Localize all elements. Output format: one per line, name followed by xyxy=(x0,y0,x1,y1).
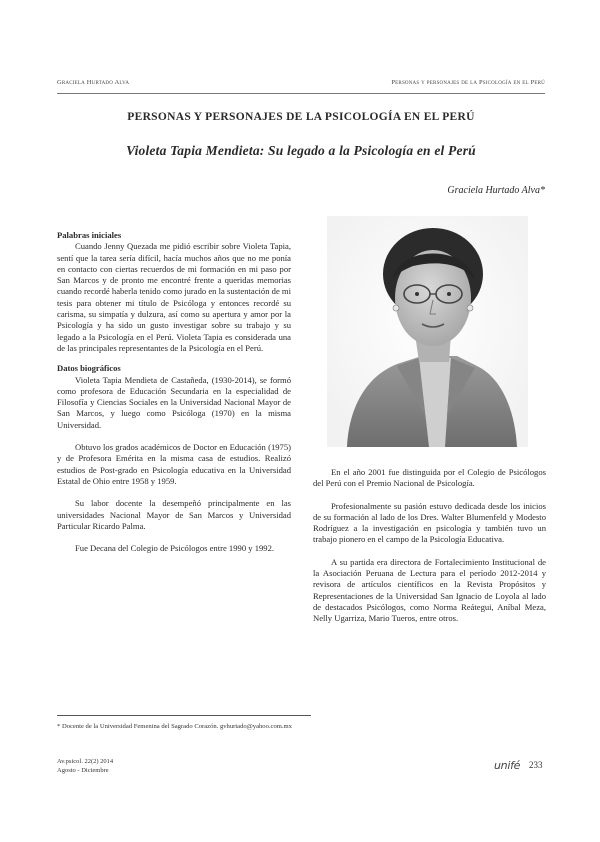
page-number: 233 xyxy=(529,760,543,770)
bio-paragraph: Fue Decana del Colegio de Psicólogos entre 1990 y 1992. xyxy=(75,543,275,554)
intro-paragraph: Cuando Jenny Quezada me pidió escribir sobre Violeta Tapia, sentí que la tarea sería difícil, hacía muchos años que no me ponía en contacto con ciertas recuerdos de mi formación en mi paso por San Marcos y de pronto me encontré frente a queridas memorias cuando recordé haberla tenido como jurado en la sustentación de mi tesis para obtener mi título de Psicóloga y entonces recordé su carisma, su simpatía y dulzura, así como su apertura y amor por la Psicología y ha sido un gusto investigar sobre su trabajo y su legado a la Psicología en el Perú. Violeta Tapia es considerada una de las principales representantes de la Psicología en el Perú. xyxy=(57,241,291,353)
journal-volume: Av.psicol. 22(2) 2014 xyxy=(57,758,114,765)
author-byline: Graciela Hurtado Alva* xyxy=(447,185,545,196)
right-column xyxy=(313,467,546,625)
heading-intro: Palabras iniciales xyxy=(57,230,122,240)
body-paragraph: A su partida era directora de Fortalecimiento Institucional de la Asociación Peruana de Lectura para el período 2012-2014 y revisora de artículos científicos en la Revista Propósitos y Representaciones de la Universidad San Ignacio de Loyola al lado de destacados Psicólogos, como Norma Reátegui, Aníbal Meza, Nelly Ugarriza, Mario Tueros, entre otros. xyxy=(313,556,546,624)
left-column xyxy=(57,230,291,554)
article-title: Violeta Tapia Mendieta: Su legado a la Psicología en el Perú xyxy=(126,143,476,158)
footnote-rule xyxy=(57,715,311,716)
unife-logo: unifé xyxy=(494,759,521,772)
heading-bio: Datos biográficos xyxy=(57,363,121,374)
body-paragraph: En el año 2001 fue distinguida por el Colegio de Psicólogos del Perú con el Premio Nacional de Psicología. xyxy=(313,467,546,489)
running-header xyxy=(57,79,545,91)
bio-paragraph: Obtuvo los grados académicos de Doctor en Educación (1975) y de Profesora Emérita en la misma casa de estudios. Realizó estudios de Post-grado en Psicología educativa en la Universidad Estatal de Ohio entre 1958 y 1959. xyxy=(57,442,291,486)
journal-citation xyxy=(57,757,113,775)
header-rule xyxy=(57,93,545,94)
bio-paragraph: Violeta Tapia Mendieta de Castañeda, (1930-2014), se formó como profesora de Educación Secundaria en la especialidad de Filosofía y Ciencias Sociales en la Universidad Nacional Mayor de San Marcos, y luego como Psicóloga (1970) en la misma Universidad. xyxy=(57,374,291,430)
portrait-illustration xyxy=(327,216,528,447)
author-footnote: * Docente de la Universidad Femenina del Sagrado Corazón. gvhurtado@yahoo.com.mx xyxy=(57,723,292,730)
bio-paragraph: Su labor docente la desempeñó principalmente en las universidades Nacional Mayor de San Marcos y Universidad Particular Ricardo Palma. xyxy=(57,498,291,531)
body-paragraph: Profesionalmente su pasión estuvo dedicada desde los inicios de su formación al lado de los Dres. Walter Blumenfeld y Modesto Rodríguez a la investigación en psicología y también tuvo un trabajo pionero en el campo de la Psicología Educativa. xyxy=(313,500,546,545)
portrait-photo xyxy=(327,216,528,447)
header-section: Personas y personajes de la Psicología en el Perú xyxy=(391,79,545,86)
journal-period: Agosto - Diciembre xyxy=(57,767,109,774)
header-author: Graciela Hurtado Alva xyxy=(57,79,130,86)
section-title: PERSONAS Y PERSONAJES DE LA PSICOLOGÍA EN EL PERÚ xyxy=(127,111,475,123)
